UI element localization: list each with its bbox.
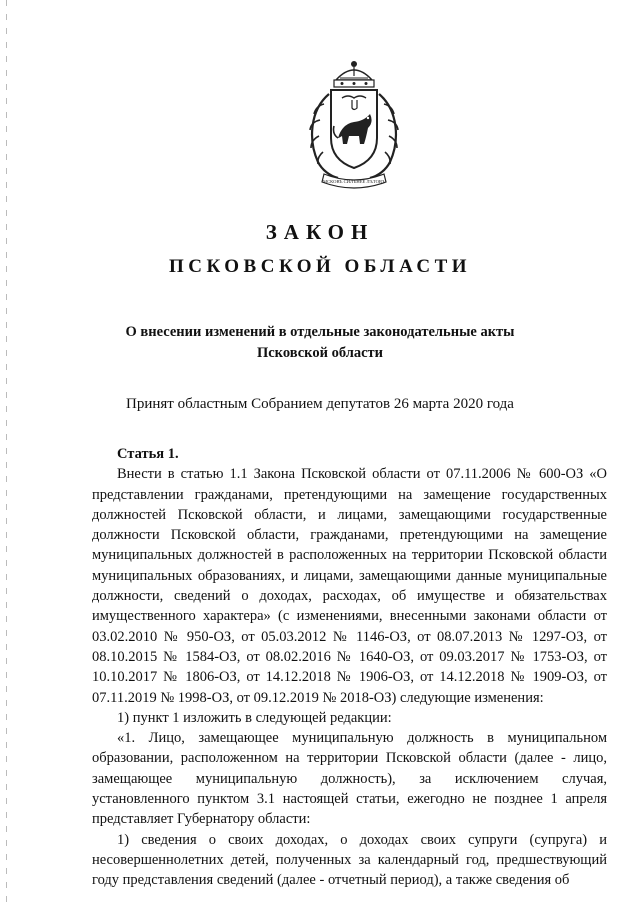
article-quoted-clause: «1. Лицо, замещающее муниципальную должность в муниципальном образовании, расположенном на территории Псковской области (далее - лицо, замещающее муниципальную должность), за исключением случая, установленного пунктом 3.1 настоящей статьи, ежегодно не позднее 1 апреля представляет Губернатору области: bbox=[92, 730, 607, 828]
coat-of-arms-icon bbox=[302, 58, 406, 190]
page-edge-mark bbox=[6, 0, 7, 905]
adoption-date-line: Принят областным Собранием депутатов 26 марта 2020 года bbox=[126, 396, 514, 412]
article-heading: Статья 1. bbox=[117, 446, 179, 462]
article-subitem-1: 1) сведения о своих доходах, о доходах своих супруги (супруга) и несовершеннолетних детей, полученных за календарный год, предшествующий году представления сведений (далее - отчетный период), а также сведения об bbox=[92, 831, 607, 889]
article-intro-paragraph: Внести в статью 1.1 Закона Псковской области от 07.11.2006 № 600-ОЗ «О представлении гражданами, претендующими на замещение государственных должностей Псковской области, и лицами, замещающими государственные должности Псковской области, гражданами, претендующими на замещение муниципальных должностей в расположенных на территории Псковской области муниципальных образованиях, и лицами, замещающими данные муниципальные должности, сведений о доходах, расходах, об имуществе и обязательствах имущественного характера» (с изменениями, внесенными законами области от 03.02.2010 № 950-ОЗ, от 05.03.2012 № 1146-ОЗ, от 08.07.2013 № 1297-ОЗ, от 08.10.2015 № 1584-ОЗ, от 08.02.2016 № 1640-ОЗ, от 09.03.2017 № 1753-ОЗ, от 10.10.2017 № 1806-ОЗ, от 14.12.2018 № 1906-ОЗ, от 14.12.2018 № 1909-ОЗ, от 07.11.2019 № 1998-ОЗ, от 09.12.2019 № 2018-ОЗ) следующие изменения: bbox=[92, 466, 607, 706]
law-subject-line-2: Псковской области bbox=[256, 345, 384, 361]
law-subject bbox=[0, 322, 640, 364]
document-title: ЗАКОН bbox=[265, 220, 375, 244]
emblem-motto: МСКОВЪ СИЛЪНЕЕ ЛЪТОВЪ bbox=[323, 179, 385, 184]
article-1 bbox=[92, 444, 607, 891]
law-subject-line-1: О внесении изменений в отдельные законодательные акты bbox=[125, 324, 515, 340]
article-item-1: 1) пункт 1 изложить в следующей редакции: bbox=[117, 709, 392, 726]
document-subtitle: ПСКОВСКОЙ ОБЛАСТИ bbox=[168, 256, 472, 277]
coat-of-arms-emblem bbox=[302, 58, 406, 190]
